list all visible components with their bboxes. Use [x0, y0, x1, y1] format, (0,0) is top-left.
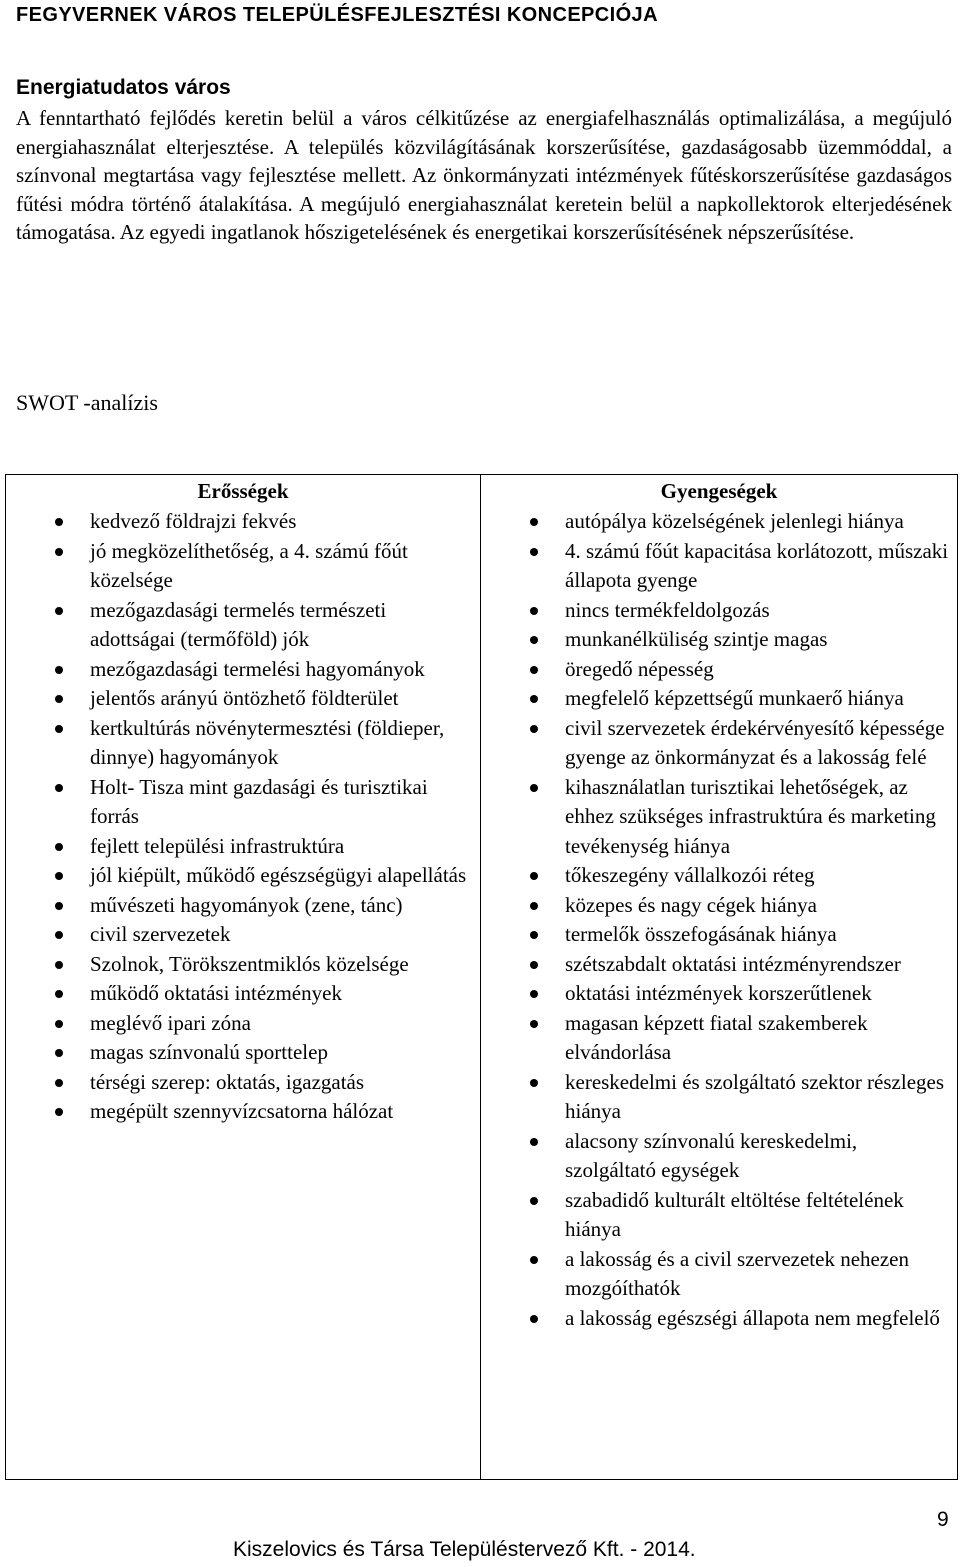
bullet-icon: [55, 1020, 63, 1028]
weakness-item: [565, 920, 951, 950]
weakness-item: [565, 1186, 951, 1245]
strength-item: [90, 861, 474, 891]
weakness-item: [565, 1245, 951, 1304]
strength-item: [90, 1038, 474, 1068]
strength-item-text: kertkultúrás növénytermesztési (földieper, dinnye) hagyományok: [90, 715, 445, 769]
swot-heading: SWOT -analízis: [16, 390, 158, 415]
strength-item-text: jól kiépült, működő egészségügyi alapellátás: [90, 863, 467, 887]
bullet-icon: [530, 1256, 538, 1264]
bullet-icon: [55, 990, 63, 998]
strength-item-text: működő oktatási intézmények: [90, 981, 342, 1005]
weakness-item: [565, 891, 951, 921]
bullet-icon: [530, 961, 538, 969]
section-heading: Energiatudatos város: [16, 76, 231, 99]
bullet-icon: [530, 695, 538, 703]
strengths-title: Erősségek: [197, 479, 289, 503]
bullet-icon: [530, 607, 538, 615]
strength-item: [90, 596, 474, 655]
strengths-column: [6, 475, 481, 1480]
weakness-item-text: szabadidő kulturált eltöltése feltételének hiánya: [565, 1187, 904, 1241]
bullet-icon: [530, 1138, 538, 1146]
weakness-item-text: a lakosság és a civil szervezetek nehezen mozgóíthatók: [565, 1246, 909, 1300]
weakness-item-text: a lakosság egészségi állapota nem megfelelő: [565, 1305, 940, 1330]
strength-item: [90, 832, 474, 862]
strength-item-text: kedvező földrajzi fekvés: [90, 509, 297, 533]
strength-item: [90, 1068, 474, 1098]
weakness-item-text: kereskedelmi és szolgáltató szektor részleges hiánya: [565, 1069, 945, 1123]
bullet-icon: [55, 961, 63, 969]
bullet-icon: [530, 872, 538, 880]
strength-item-text: Holt- Tisza mint gazdasági és turisztikai forrás: [90, 774, 428, 828]
bullet-icon: [55, 548, 63, 556]
bullet-icon: [55, 695, 63, 703]
bullet-icon: [530, 666, 538, 674]
bullet-icon: [530, 518, 538, 526]
weakness-item-text: megfelelő képzettségű munkaerő hiánya: [565, 686, 904, 710]
bullet-icon: [55, 518, 63, 526]
strength-item-text: magas színvonalú sporttelep: [90, 1040, 328, 1064]
bullet-icon: [530, 1079, 538, 1087]
weakness-item: [565, 537, 951, 596]
strength-item: [90, 950, 474, 980]
strength-item: [90, 891, 474, 921]
weakness-item: [565, 1068, 951, 1127]
bullet-icon: [530, 636, 538, 644]
bullet-icon: [530, 902, 538, 910]
weakness-item-text: alacsony színvonalú kereskedelmi, szolgáltató egységek: [565, 1128, 858, 1182]
bullet-icon: [55, 872, 63, 880]
bullet-icon: [530, 784, 538, 792]
weakness-item-text: közepes és nagy cégek hiánya: [565, 892, 817, 917]
bullet-icon: [55, 666, 63, 674]
weakness-item: [565, 507, 951, 537]
weakness-item-text: magasan képzett fiatal szakemberek elvándorlása: [565, 1010, 868, 1064]
strength-item: [90, 714, 474, 773]
weakness-item-text: tőkeszegény vállalkozói réteg: [565, 863, 815, 887]
bullet-icon: [55, 902, 63, 910]
weakness-item-text: munkanélküliség szintje magas: [565, 627, 828, 651]
bullet-icon: [55, 1079, 63, 1087]
strength-item-text: mezőgazdasági termelési hagyományok: [90, 656, 425, 681]
weakness-item-text: civil szervezetek érdekérvényesítő képessége gyenge az önkormányzat és a lakosság felé: [565, 715, 945, 769]
footer-text: Kiszelovics és Társa Településtervező Kft. - 2014.: [233, 1538, 696, 1561]
bullet-icon: [55, 843, 63, 851]
bullet-icon: [55, 931, 63, 939]
document-title: FEGYVERNEK VÁROS TELEPÜLÉSFEJLESZTÉSI KONCEPCIÓJA: [16, 4, 658, 26]
weakness-item-text: oktatási intézmények korszerűtlenek: [565, 981, 872, 1005]
strength-item: [90, 1009, 474, 1039]
bullet-icon: [55, 725, 63, 733]
weaknesses-list: [481, 507, 957, 1333]
strength-item-text: fejlett települési infrastruktúra: [90, 833, 345, 858]
strength-item-text: térségi szerep: oktatás, igazgatás: [90, 1069, 365, 1094]
strength-item: [90, 920, 474, 950]
weaknesses-title: Gyengeségek: [660, 479, 778, 503]
strength-item: [90, 684, 474, 714]
weaknesses-column: [481, 475, 958, 1480]
page-number: 9: [937, 1508, 949, 1531]
weakness-item-text: öregedő népesség: [565, 656, 714, 681]
weakness-item: [565, 861, 951, 891]
strength-item-text: jelentős arányú öntözhető földterület: [90, 686, 399, 710]
strength-item-text: jó megközelíthetőség, a 4. számú főút közelsége: [90, 538, 408, 592]
strength-item: [90, 655, 474, 685]
weakness-item: [565, 655, 951, 685]
strength-item: [90, 1097, 474, 1127]
swot-table: [5, 474, 958, 1480]
weakness-item: [565, 596, 951, 626]
bullet-icon: [55, 784, 63, 792]
weakness-item-text: nincs termékfeldolgozás: [565, 597, 770, 622]
bullet-icon: [530, 1315, 538, 1323]
strength-item: [90, 507, 474, 537]
bullet-icon: [530, 990, 538, 998]
weakness-item: [565, 1127, 951, 1186]
strength-item-text: mezőgazdasági termelés természeti adottságai (termőföld) jók: [90, 597, 387, 651]
strength-item-text: művészeti hagyományok (zene, tánc): [90, 892, 403, 917]
bullet-icon: [530, 1197, 538, 1205]
weakness-item: [565, 1304, 951, 1334]
bullet-icon: [530, 725, 538, 733]
weakness-item: [565, 625, 951, 655]
strength-item: [90, 537, 474, 596]
strengths-list: [6, 507, 480, 1127]
intro-paragraph: A fenntartható fejlődés keretin belül a város célkitűzése az energiafelhasználás optimalizálása, a megújuló energiahasználat elterjesztése. A település közvilágításának korszerűsítése, gazdaságosabb üzemmóddal, a színvonal megtartása vagy fejlesztése mellett. Az önkormányzati intézmények fűtéskorszerűsítése gazdaságos fűtési módra történő átalakítása. A megújuló energiahasználat keretein belül a napkollektorok elterjedésének támogatása. Az egyedi ingatlanok hőszigetelésének és energetikai korszerűsítésének népszerűsítése.: [16, 106, 952, 244]
weakness-item-text: kihasználatlan turisztikai lehetőségek, az ehhez szükséges infrastruktúra és marketing tevékenység hiánya: [565, 774, 936, 858]
weakness-item-text: 4. számú főút kapacitása korlátozott, műszaki állapota gyenge: [565, 538, 949, 592]
bullet-icon: [55, 607, 63, 615]
bullet-icon: [530, 548, 538, 556]
strength-item-text: civil szervezetek: [90, 922, 231, 946]
strength-item-text: megépült szennyvízcsatorna hálózat: [90, 1099, 394, 1123]
weakness-item-text: autópálya közelségének jelenlegi hiánya: [565, 509, 904, 533]
bullet-icon: [55, 1049, 63, 1057]
weakness-item-text: termelők összefogásának hiánya: [565, 922, 837, 946]
weakness-item: [565, 773, 951, 862]
strength-item-text: Szolnok, Törökszentmiklós közelsége: [90, 951, 409, 976]
weakness-item: [565, 684, 951, 714]
strength-item: [90, 773, 474, 832]
bullet-icon: [530, 931, 538, 939]
bullet-icon: [55, 1108, 63, 1116]
strength-item: [90, 979, 474, 1009]
weakness-item: [565, 950, 951, 980]
weakness-item-text: szétszabdalt oktatási intézményrendszer: [565, 951, 901, 976]
weakness-item: [565, 979, 951, 1009]
weakness-item: [565, 1009, 951, 1068]
bullet-icon: [530, 1020, 538, 1028]
strength-item-text: meglévő ipari zóna: [90, 1010, 251, 1035]
weakness-item: [565, 714, 951, 773]
